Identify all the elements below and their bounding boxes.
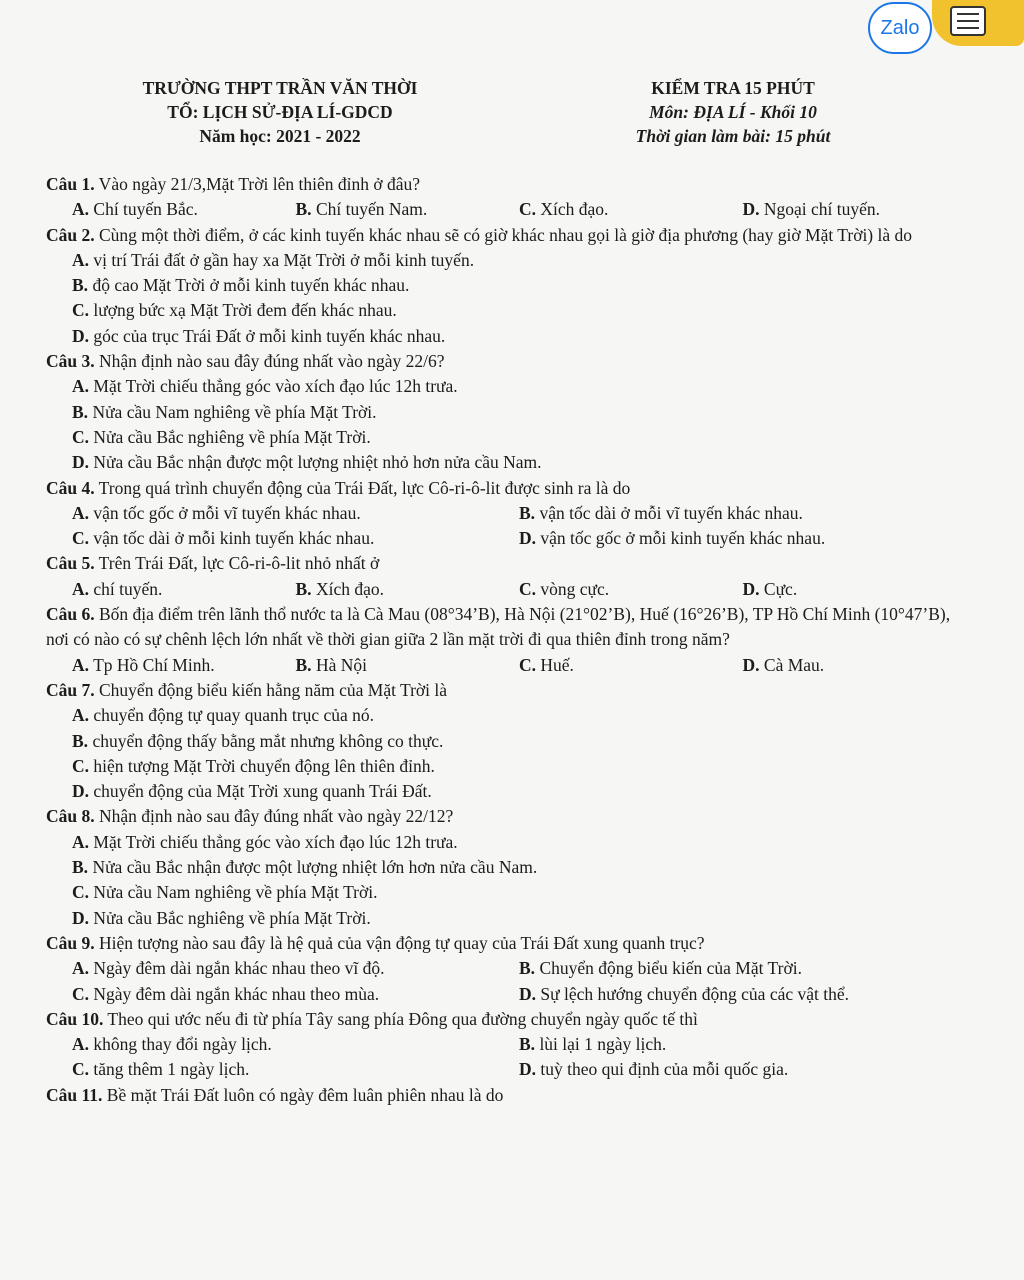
option-a: A. chuyển động tự quay quanh trục của nó. <box>72 705 375 726</box>
option-c: C. Huế. <box>519 654 574 675</box>
question-4: Câu 4. Trong quá trình chuyển động của Trái Đất, lực Cô-ri-ô-lit được sinh ra là do <box>46 477 631 498</box>
option-a: A. Mặt Trời chiếu thẳng góc vào xích đạo lúc 12h trưa. <box>72 376 458 397</box>
option-d: D. Cực. <box>742 578 798 599</box>
option-a: A. không thay đổi ngày lịch. <box>72 1034 272 1055</box>
option-d: D. tuỳ theo qui định của mỗi quốc gia. <box>519 1059 789 1080</box>
options-10-row1 <box>46 1032 966 1057</box>
option-b: B. chuyển động thấy bằng mắt nhưng không co thực. <box>72 730 444 751</box>
option-a: A. Mặt Trời chiếu thẳng góc vào xích đạo lúc 12h trưa. <box>72 831 458 852</box>
question-11: Câu 11. Bề mặt Trái Đất luôn có ngày đêm luân phiên nhau là do <box>46 1084 504 1105</box>
option-c: C. hiện tượng Mặt Trời chuyển động lên thiên đỉnh. <box>72 755 435 776</box>
school-year: Năm học: 2021 - 2022 <box>199 126 361 146</box>
option-c: C. lượng bức xạ Mặt Trời đem đến khác nhau. <box>72 300 397 321</box>
option-c: C. Ngày đêm dài ngắn khác nhau theo mùa. <box>72 983 380 1004</box>
department: TỔ: LỊCH SỬ-ĐỊA LÍ-GDCD <box>167 102 393 122</box>
options-10-row2 <box>46 1057 966 1082</box>
option-d: D. Nửa cầu Bắc nghiêng về phía Mặt Trời. <box>72 907 371 928</box>
question-8: Câu 8. Nhận định nào sau đây đúng nhất vào ngày 22/12? <box>46 806 454 827</box>
question-10: Câu 10. Theo qui ước nếu đi từ phía Tây sang phía Đông qua đường chuyển ngày quốc tế thì <box>46 1008 698 1029</box>
option-c: C. Nửa cầu Nam nghiêng về phía Mặt Trời. <box>72 882 378 903</box>
question-1: Câu 1. Vào ngày 21/3,Mặt Trời lên thiên đỉnh ở đâu? <box>46 174 421 194</box>
options-6 <box>46 653 966 678</box>
options-4-row1 <box>46 501 966 526</box>
time-limit: Thời gian làm bài: 15 phút <box>635 126 831 146</box>
option-b: B. độ cao Mặt Trời ở mỗi kinh tuyến khác nhau. <box>72 275 410 296</box>
option-a: A. Chí tuyến Bắc. <box>72 199 198 220</box>
option-b: B. lùi lại 1 ngày lịch. <box>519 1034 667 1055</box>
option-b: B. Nửa cầu Nam nghiêng về phía Mặt Trời. <box>72 401 377 422</box>
option-c: C. tăng thêm 1 ngày lịch. <box>72 1059 250 1080</box>
option-b: B. vận tốc dài ở mỗi vĩ tuyến khác nhau. <box>519 502 803 523</box>
option-b: B. Nửa cầu Bắc nhận được một lượng nhiệt lớn hơn nửa cầu Nam. <box>72 857 538 878</box>
question-6: Câu 6. Bốn địa điểm trên lãnh thổ nước ta là Cà Mau (08°34’B), Hà Nội (21°02’B), Huế (16°26’B), TP Hồ Chí Minh (10°47’B), nơi có nào có sự chênh lệch lớn nhất về thời gian giữa 2 lần mặt trời đi qua thiên đỉnh trong năm? <box>46 604 951 650</box>
school-block <box>100 76 460 148</box>
option-a: A. vận tốc gốc ở mỗi vĩ tuyến khác nhau. <box>72 502 361 523</box>
option-c: C. Xích đạo. <box>519 199 609 220</box>
school-name: TRƯỜNG THPT TRẦN VĂN THỜI <box>142 78 418 98</box>
option-b: B. Chuyển động biểu kiến của Mặt Trời. <box>519 958 802 979</box>
option-a: A. vị trí Trái đất ở gần hay xa Mặt Trời ở mỗi kinh tuyến. <box>72 249 475 270</box>
options-1 <box>46 197 966 222</box>
option-a: A. Tp Hồ Chí Minh. <box>72 654 215 675</box>
question-7: Câu 7. Chuyển động biểu kiến hằng năm của Mặt Trời là <box>46 679 448 700</box>
subject: Môn: ĐỊA LÍ - Khối 10 <box>649 102 817 122</box>
options-4-row2 <box>46 526 966 551</box>
option-c: C. vòng cực. <box>519 578 610 599</box>
option-d: D. Sự lệch hướng chuyển động của các vật thể. <box>519 983 849 1004</box>
option-d: D. chuyển động của Mặt Trời xung quanh Trái Đất. <box>72 781 432 802</box>
option-b: B. Chí tuyến Nam. <box>295 199 428 220</box>
zalo-label: Zalo <box>880 16 920 39</box>
option-a: A. Ngày đêm dài ngắn khác nhau theo vĩ độ. <box>72 958 385 979</box>
test-title: KIỂM TRA 15 PHÚT <box>651 78 815 98</box>
option-d: D. Nửa cầu Bắc nhận được một lượng nhiệt nhỏ hơn nửa cầu Nam. <box>72 452 542 473</box>
options-5 <box>46 577 966 602</box>
option-d: D. góc của trục Trái Đất ở mỗi kinh tuyến khác nhau. <box>72 325 446 346</box>
question-5: Câu 5. Trên Trái Đất, lực Cô-ri-ô-lit nhỏ nhất ở <box>46 553 380 574</box>
option-c: C. Nửa cầu Bắc nghiêng về phía Mặt Trời. <box>72 426 371 447</box>
option-c: C. vận tốc dài ở mỗi kinh tuyến khác nhau. <box>72 528 375 549</box>
option-b: B. Xích đạo. <box>295 578 384 599</box>
question-2: Câu 2. Cùng một thời điểm, ở các kinh tuyến khác nhau sẽ có giờ khác nhau gọi là giờ địa phương (hay giờ Mặt Trời) là do <box>46 224 913 245</box>
option-a: A. chí tuyến. <box>72 578 163 599</box>
test-block <box>598 76 868 148</box>
options-9-row1 <box>46 956 966 981</box>
option-d: D. Ngoại chí tuyến. <box>742 199 881 220</box>
document-icon <box>950 6 986 36</box>
zalo-badge[interactable] <box>868 2 932 54</box>
option-d: D. Cà Mau. <box>742 654 825 675</box>
option-b: B. Hà Nội <box>295 654 367 675</box>
question-9: Câu 9. Hiện tượng nào sau đây là hệ quả của vận động tự quay của Trái Đất xung quanh trục? <box>46 932 705 953</box>
option-d: D. vận tốc gốc ở mỗi kinh tuyến khác nhau. <box>519 528 826 549</box>
question-3: Câu 3. Nhận định nào sau đây đúng nhất vào ngày 22/6? <box>46 351 445 372</box>
options-9-row2 <box>46 982 966 1007</box>
question-list <box>46 172 966 1108</box>
